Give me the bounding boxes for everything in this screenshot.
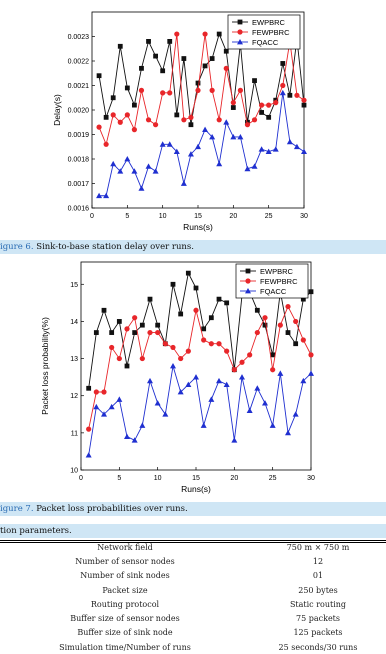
data-point-fqacc: [124, 434, 130, 439]
series-line-fewpbrc: [99, 34, 304, 144]
table-header-rule: [0, 542, 386, 543]
data-point-ewpbrc: [259, 110, 264, 115]
table-caption: [0, 524, 386, 538]
y-tick-label: 10: [70, 467, 78, 475]
series-fqacc: [96, 90, 307, 198]
y-tick-label: 12: [70, 393, 78, 401]
data-point-fqacc: [139, 422, 145, 427]
data-point-fqacc: [195, 144, 201, 149]
data-point-ewpbrc: [287, 93, 292, 98]
data-point-fqacc: [294, 144, 300, 149]
data-point-fewpbrc: [167, 90, 172, 95]
data-point-ewpbrc: [125, 86, 130, 91]
parameter-name: Network field: [97, 542, 153, 552]
data-point-fewpbrc: [224, 349, 229, 354]
data-point-fewpbrc: [210, 88, 215, 93]
x-tick-label: 25: [268, 475, 277, 482]
data-point-fewpbrc: [186, 349, 191, 354]
data-point-fewpbrc: [170, 345, 175, 350]
table-row: [0, 597, 386, 611]
y-tick-label: 0.0018: [67, 156, 89, 164]
data-point-ewpbrc: [186, 271, 191, 276]
data-point-ewpbrc: [86, 386, 91, 391]
parameter-name: Number of sensor nodes: [75, 556, 175, 566]
data-point-fewpbrc: [193, 308, 198, 313]
data-point-fqacc: [202, 127, 208, 132]
data-point-ewpbrc: [104, 115, 109, 120]
data-point-fqacc: [252, 163, 258, 168]
legend-marker: [238, 20, 243, 25]
data-point-fewpbrc: [96, 125, 101, 130]
data-point-fewpbrc: [252, 117, 257, 122]
data-point-fewpbrc: [255, 330, 260, 335]
data-point-ewpbrc: [171, 282, 176, 287]
data-point-ewpbrc: [148, 297, 153, 302]
parameter-value: 25 seconds/30 runs: [278, 642, 358, 652]
data-point-ewpbrc: [194, 286, 199, 291]
data-point-fewpbrc: [247, 352, 252, 357]
x-tick-label: 10: [153, 475, 162, 482]
x-tick-label: 25: [264, 213, 273, 220]
data-point-fqacc: [273, 146, 279, 151]
data-point-ewpbrc: [153, 54, 158, 59]
data-point-ewpbrc: [118, 44, 123, 49]
y-tick-label: 0.0019: [67, 132, 89, 139]
legend-label: EWPBRC: [260, 267, 293, 276]
data-point-fqacc: [293, 411, 299, 416]
data-point-fqacc: [138, 185, 144, 190]
data-point-ewpbrc: [209, 315, 214, 320]
data-point-fewpbrc: [262, 315, 267, 320]
data-point-fqacc: [308, 370, 314, 375]
series-fqacc: [86, 363, 314, 458]
data-point-fqacc: [277, 370, 283, 375]
data-point-fewpbrc: [232, 367, 237, 372]
data-point-ewpbrc: [111, 95, 116, 100]
legend: [236, 264, 308, 298]
figure-7-caption: [0, 502, 386, 516]
y-tick-label: 13: [70, 356, 78, 364]
data-point-fewpbrc: [140, 356, 145, 361]
legend-marker: [237, 29, 242, 34]
data-point-ewpbrc: [146, 39, 151, 44]
data-point-ewpbrc: [217, 297, 222, 302]
parameter-name: Simulation time/Number of runs: [59, 642, 191, 652]
data-point-fewpbrc: [181, 117, 186, 122]
legend-label: EWPBRC: [252, 18, 285, 27]
parameter-value: Static routing: [289, 599, 347, 609]
data-point-fqacc: [132, 437, 138, 442]
data-point-fqacc: [239, 374, 245, 379]
data-point-fewpbrc: [293, 319, 298, 324]
data-point-fewpbrc: [195, 88, 200, 93]
x-tick-label: 5: [117, 475, 122, 482]
data-point-fqacc: [201, 422, 207, 427]
data-point-fewpbrc: [132, 127, 137, 132]
figure-6-chart: [0, 0, 386, 240]
data-point-ewpbrc: [167, 39, 172, 44]
table-row: [0, 626, 386, 640]
table-row: [0, 583, 386, 597]
data-point-ewpbrc: [97, 73, 102, 78]
data-point-fewpbrc: [270, 367, 275, 372]
data-point-ewpbrc: [189, 122, 194, 127]
data-point-fewpbrc: [301, 98, 306, 103]
data-point-fewpbrc: [101, 389, 106, 394]
data-point-ewpbrc: [125, 364, 130, 369]
y-tick-label: 11: [70, 430, 78, 438]
data-point-fewpbrc: [117, 356, 122, 361]
data-point-fewpbrc: [301, 337, 306, 342]
data-point-fqacc: [124, 156, 130, 161]
parameter-value: 12: [312, 556, 324, 566]
x-tick-label: 0: [90, 213, 94, 220]
y-tick-label: 14: [70, 318, 78, 326]
y-tick-label: 0.0023: [67, 34, 89, 41]
y-tick-label: 0.0022: [67, 58, 89, 66]
data-point-fqacc: [231, 437, 237, 442]
data-point-fqacc: [170, 363, 176, 368]
figure-7-chart: [0, 256, 386, 500]
data-point-fewpbrc: [216, 341, 221, 346]
data-point-fqacc: [110, 161, 116, 166]
data-point-fewpbrc: [111, 112, 116, 117]
data-point-fqacc: [254, 385, 260, 390]
x-tick-label: 10: [158, 213, 167, 220]
data-point-fqacc: [259, 146, 265, 151]
data-point-fqacc: [153, 168, 159, 173]
y-tick-label: 15: [70, 281, 78, 289]
data-point-ewpbrc: [302, 103, 307, 108]
data-point-ewpbrc: [266, 115, 271, 120]
data-point-ewpbrc: [132, 103, 137, 108]
data-point-fewpbrc: [163, 341, 168, 346]
data-point-fewpbrc: [259, 103, 264, 108]
series-line-fqacc: [99, 93, 304, 196]
data-point-ewpbrc: [109, 330, 114, 335]
data-point-fqacc: [223, 119, 229, 124]
data-point-fewpbrc: [124, 326, 129, 331]
data-point-fewpbrc: [139, 88, 144, 93]
x-tick-label: 30: [307, 475, 315, 482]
data-point-fewpbrc: [146, 117, 151, 122]
data-point-fqacc: [224, 382, 230, 387]
data-point-fewpbrc: [94, 389, 99, 394]
table-row: [0, 640, 386, 654]
data-point-ewpbrc: [178, 312, 183, 317]
legend-marker: [246, 269, 251, 274]
data-point-ewpbrc: [174, 113, 179, 118]
data-point-fewpbrc: [308, 352, 313, 357]
data-point-ewpbrc: [201, 326, 206, 331]
table-row: [0, 611, 386, 625]
data-point-fewpbrc: [104, 142, 109, 147]
series-line-fqacc: [89, 366, 311, 455]
data-point-ewpbrc: [217, 32, 222, 37]
data-point-ewpbrc: [203, 64, 208, 69]
data-point-fqacc: [247, 408, 253, 413]
data-point-ewpbrc: [196, 81, 201, 86]
data-point-ewpbrc: [293, 341, 298, 346]
data-point-fewpbrc: [285, 304, 290, 309]
data-point-fqacc: [216, 161, 222, 166]
data-point-ewpbrc: [224, 49, 229, 54]
data-point-ewpbrc: [132, 330, 137, 335]
data-point-fqacc: [216, 378, 222, 383]
data-point-ewpbrc: [155, 323, 160, 328]
table-row: [0, 554, 386, 568]
data-point-fewpbrc: [188, 115, 193, 120]
data-point-ewpbrc: [280, 61, 285, 66]
data-point-fqacc: [208, 396, 214, 401]
data-point-ewpbrc: [224, 300, 229, 305]
y-tick-label: 0.0020: [67, 107, 89, 115]
data-point-fewpbrc: [294, 93, 299, 98]
parameter-value: 750 m × 750 m: [286, 542, 350, 552]
parameter-value: 250 bytes: [298, 585, 338, 595]
parameter-name: Routing protocol: [90, 599, 160, 609]
figure-6-label: igure 6.: [0, 242, 34, 252]
data-point-fewpbrc: [125, 112, 130, 117]
table-row: [0, 569, 386, 583]
data-point-ewpbrc: [231, 105, 236, 110]
data-point-ewpbrc: [117, 319, 122, 324]
data-point-fewpbrc: [224, 66, 229, 71]
data-point-fqacc: [262, 400, 268, 405]
data-point-fewpbrc: [238, 88, 243, 93]
data-point-fqacc: [162, 411, 168, 416]
data-point-fewpbrc: [174, 31, 179, 36]
data-point-fqacc: [131, 168, 137, 173]
legend-marker: [245, 278, 250, 283]
table-caption-text: tion parameters.: [0, 526, 72, 536]
parameter-value: 75 packets: [296, 614, 340, 624]
data-point-fewpbrc: [86, 427, 91, 432]
legend: [228, 15, 300, 49]
data-point-ewpbrc: [102, 308, 107, 313]
x-tick-label: 15: [194, 213, 202, 220]
x-axis-label: Runs(s): [183, 222, 213, 232]
data-point-fqacc: [147, 378, 153, 383]
simulation-parameters-table: [0, 540, 386, 651]
data-point-ewpbrc: [160, 68, 165, 73]
legend-label: FEWPBRC: [252, 28, 290, 37]
figure-7-label: igure 7.: [0, 504, 34, 514]
data-point-fqacc: [155, 400, 161, 405]
data-point-fewpbrc: [273, 100, 278, 105]
data-point-fqacc: [93, 404, 99, 409]
y-tick-label: 0.0016: [67, 205, 89, 213]
data-point-ewpbrc: [94, 330, 99, 335]
legend-label: FQACC: [252, 38, 279, 47]
data-point-fqacc: [181, 181, 187, 186]
x-tick-label: 0: [79, 475, 83, 482]
data-point-fewpbrc: [266, 103, 271, 108]
parameter-value: 125 packets: [293, 628, 343, 638]
data-point-fqacc: [146, 163, 152, 168]
data-point-fewpbrc: [209, 341, 214, 346]
figure-7-caption-text: Packet loss probabilities over runs.: [33, 504, 188, 514]
parameter-value: 01: [312, 571, 324, 581]
data-point-ewpbrc: [252, 78, 257, 83]
data-point-ewpbrc: [140, 323, 145, 328]
x-tick-label: 20: [229, 213, 238, 220]
x-tick-label: 20: [230, 475, 239, 482]
data-point-fqacc: [301, 149, 307, 154]
data-point-fewpbrc: [109, 345, 114, 350]
data-point-fewpbrc: [118, 120, 123, 125]
data-point-fewpbrc: [231, 100, 236, 105]
data-point-fqacc: [116, 396, 122, 401]
data-point-fewpbrc: [278, 323, 283, 328]
data-point-fewpbrc: [147, 330, 152, 335]
y-tick-label: 0.0021: [67, 83, 89, 90]
data-point-fewpbrc: [280, 83, 285, 88]
data-point-fewpbrc: [155, 330, 160, 335]
legend-label: FQACC: [260, 287, 287, 296]
y-axis-label: Delay(s): [52, 94, 62, 126]
parameter-name: Packet size: [102, 585, 148, 595]
x-tick-label: 30: [300, 213, 308, 220]
data-point-fewpbrc: [245, 122, 250, 127]
data-point-ewpbrc: [139, 66, 144, 71]
data-point-fewpbrc: [201, 337, 206, 342]
x-tick-label: 5: [125, 213, 130, 220]
parameter-name: Buffer size of sink node: [77, 628, 173, 638]
data-point-fewpbrc: [132, 315, 137, 320]
data-point-ewpbrc: [286, 330, 291, 335]
data-point-fqacc: [86, 452, 92, 457]
parameter-name: Buffer size of sensor nodes: [70, 614, 180, 624]
data-point-ewpbrc: [181, 56, 186, 61]
packet-loss-chart-svg: [0, 256, 386, 500]
x-axis-label: Runs(s): [181, 484, 211, 494]
figure-6-caption: [0, 240, 386, 254]
data-point-ewpbrc: [255, 308, 260, 313]
data-point-fqacc: [285, 430, 291, 435]
y-tick-label: 0.0017: [67, 181, 89, 188]
data-point-fewpbrc: [202, 31, 207, 36]
x-tick-label: 15: [192, 475, 200, 482]
parameter-name: Number of sink nodes: [80, 571, 170, 581]
delay-chart-svg: [0, 0, 386, 240]
legend-label: FEWPBRC: [260, 277, 298, 286]
data-point-fewpbrc: [217, 117, 222, 122]
y-axis-label: Packet loss probability(%): [40, 317, 50, 415]
data-point-fewpbrc: [178, 356, 183, 361]
data-point-fewpbrc: [160, 90, 165, 95]
data-point-fqacc: [193, 374, 199, 379]
data-point-ewpbrc: [309, 289, 314, 294]
data-point-fqacc: [270, 422, 276, 427]
data-point-fqacc: [287, 139, 293, 144]
data-point-fewpbrc: [153, 122, 158, 127]
data-point-fewpbrc: [239, 360, 244, 365]
data-point-ewpbrc: [210, 56, 215, 61]
figure-6-caption-text: Sink-to-base station delay over runs.: [33, 242, 194, 252]
